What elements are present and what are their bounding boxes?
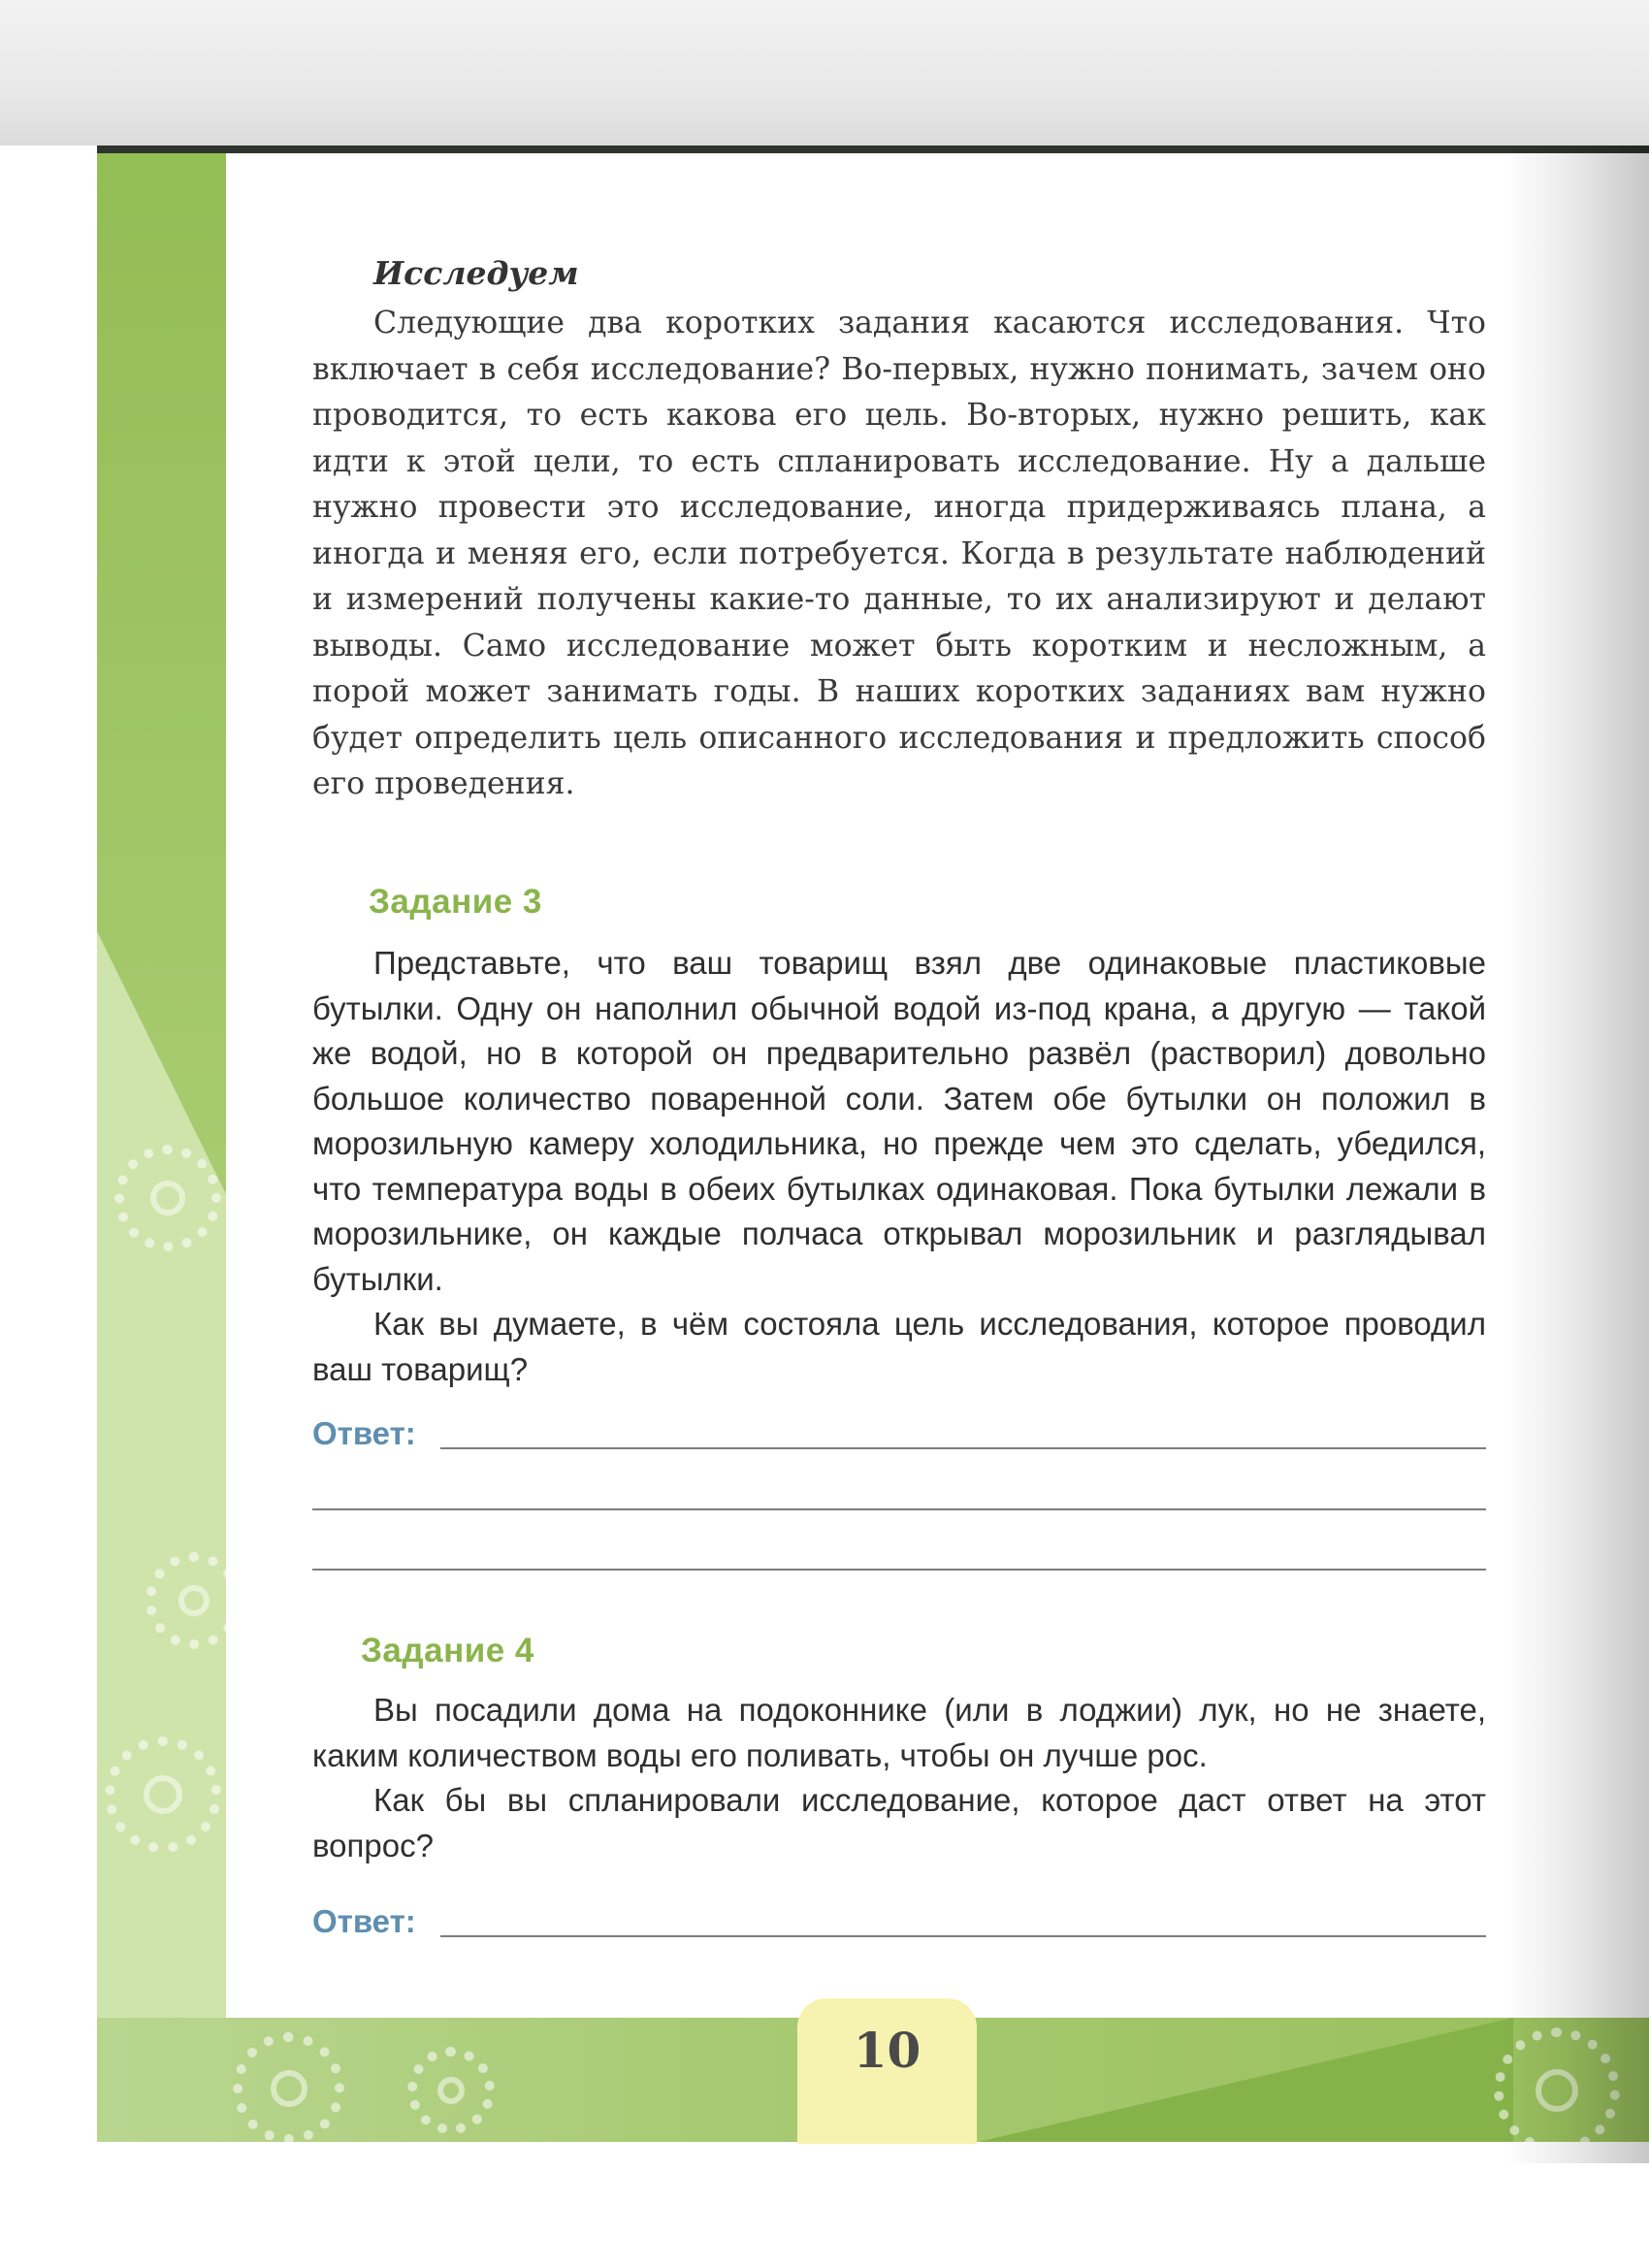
task3-text (312, 941, 1486, 1392)
scan-background-bottom (0, 2142, 1649, 2268)
gear-icon (1494, 2027, 1620, 2154)
gear-icon (105, 1736, 221, 1853)
intro-title: Исследуем (373, 254, 579, 292)
task3-paragraph-1: Представьте, что ваш товарищ взял две одинаковые пластиковые бутылки. Одну он наполнил обычной водой из-под крана, а другую — такой же водой, но в которой он предварительно развёл (растворил) довольно большое количество поваренной соли. Затем обе бутылки он положил в морозильную камеру холодильника, но прежде чем это сделать, убедился, что температура воды в обеих бутылках одинаковая. Пока бутылки лежали в морозильнике, он каждые полчаса открывал морозильник и разглядывал бутылки. (312, 945, 1486, 1297)
book-edge (97, 146, 1649, 153)
task3-title: Задание 3 (369, 883, 542, 921)
task3-paragraph-2: Как вы думаете, в чём состояла цель исследования, которое проводил ваш товарищ? (312, 1306, 1486, 1387)
task4-paragraph-2: Как бы вы спланировали исследование, которое даст ответ на этот вопрос? (312, 1782, 1486, 1863)
gear-icon (114, 1145, 221, 1251)
task4-title: Задание 4 (361, 1632, 534, 1669)
gear-icon (233, 2032, 344, 2144)
task3-answer-line[interactable] (312, 1508, 1486, 1510)
intro-paragraph (312, 301, 1486, 808)
task4-text (312, 1688, 1486, 1868)
task4-answer-label: Ответ: (312, 1903, 416, 1939)
task3-answer-label: Ответ: (312, 1415, 416, 1451)
scan-background-top (0, 0, 1649, 146)
task4-paragraph-1: Вы посадили дома на подоконнике (или в лоджии) лук, но не знаете, каким количеством воды его поливать, чтобы он лучше рос. (312, 1692, 1486, 1773)
task3-answer-line[interactable] (440, 1447, 1486, 1449)
page-number: 10 (853, 2022, 922, 2079)
gear-icon (407, 2047, 495, 2134)
page-number-tab (797, 1998, 977, 2144)
task3-answer-line[interactable] (312, 1569, 1486, 1571)
intro-text: Следующие два коротких задания касаются исследования. Что включает в себя исследование? Во-первых, нужно понимать, зачем оно проводится, то есть какова его цель. Во-вторых, нужно решить, как идти к этой цели, то есть спланировать исследование. Ну а дальше нужно провести это исследование, иногда придерживаясь плана, а иногда и меняя его, если потребуется. Когда в результате наблюдений и измерений получены какие-то данные, то их анализируют и делают выводы. Само исследование может быть коротким и несложным, а порой может занимать годы. В наших коротких заданиях вам нужно будет определить цель описанного исследования и предложить способ его проведения. (312, 306, 1486, 801)
task4-answer-line[interactable] (440, 1935, 1486, 1937)
